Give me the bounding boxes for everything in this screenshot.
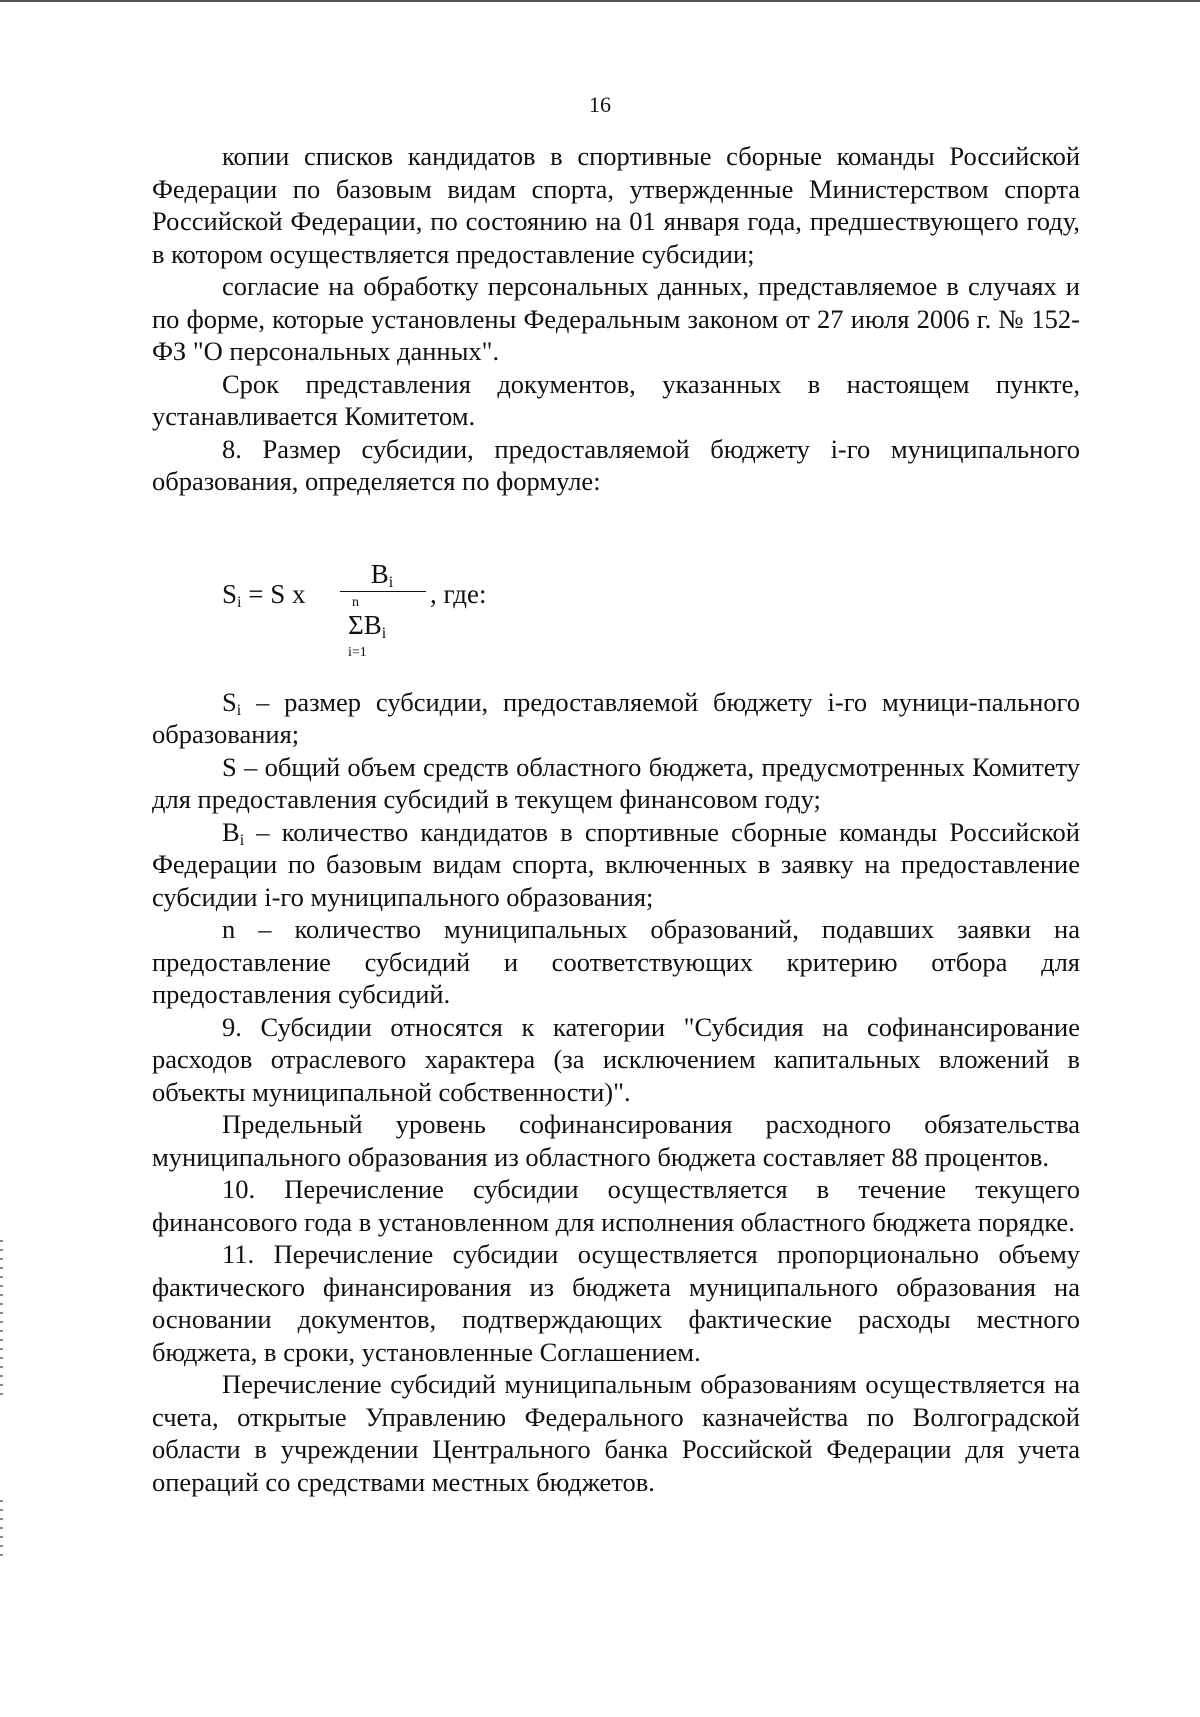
paragraph-cofinancing-level: Предельный уровень софинансирования расходного обязательства муниципального образования из областного бюджета составляет 88 процентов. <box>152 1109 1080 1172</box>
paragraph-item-8: 8. Размер субсидии, предоставляемой бюджету i-го муниципального образования, определяется по формуле: <box>152 433 1080 496</box>
formula-numerator: $B_i$ <box>370 558 394 591</box>
subsidy-formula <box>152 526 1080 666</box>
definition-n: n – количество муниципальных образований, подавших заявки на предоставление субсидий и соответствующих критерию отбора для предоставления субсидий. <box>152 914 1080 1009</box>
paragraph-candidate-lists: копии списков кандидатов в спортивные сборные команды Российской Федерации по базовым видам спорта, утвержденные Министерством спорта Российской Федерации, по состоянию на 01 января года, предшествующего году, в котором осуществляется предоставление субсидии; <box>152 141 1080 269</box>
definition-si: $S_i$ – размер субсидии, предоставляемой бюджету i-го муници-пального образования; <box>152 686 1080 749</box>
scan-margin-marks <box>0 1240 3 1400</box>
formula-sum-lower-limit: i=1 <box>348 644 367 660</box>
scan-margin-marks-lower <box>0 1500 3 1560</box>
paragraph-item-10: 10. Перечисление субсидии осуществляется в течение текущего финансового года в установленном для исполнения областного бюджета порядке. <box>152 1174 1080 1237</box>
formula-fraction-bar <box>340 591 426 593</box>
page-number: 16 <box>589 92 611 117</box>
paragraph-item-11: 11. Перечисление субсидии осуществляется пропорционально объему фактического финансирования из бюджета муниципального образования на основании документов, подтверждающих фактические расходы местного бюджета, в сроки, установленные Соглашением. <box>152 1239 1080 1367</box>
formula-lhs: $S_i = S$ x <box>222 578 306 611</box>
definition-s: S – общий объем средств областного бюджета, предусмотренных Комитету для предоставления субсидий в текущем финансовом году; <box>152 751 1080 814</box>
formula-sum-upper-limit: n <box>352 594 359 610</box>
paragraph-personal-data-consent: согласие на обработку персональных данных, представляемое в случаях и по форме, которые установлены Федеральным законом от 27 июля 2006 г. № 152-ФЗ "О персональных данных". <box>152 271 1080 366</box>
document-body <box>152 140 1080 1498</box>
top-border-line <box>0 0 1200 2</box>
formula-denominator: $\Sigma B_i$ <box>348 609 387 642</box>
paragraph-item-9: 9. Субсидии относятся к категории "Субсидия на софинансирование расходов отраслевого характера (за исключением капитальных вложений в объекты муниципальной собственности)". <box>152 1011 1080 1107</box>
paragraph-transfer-accounts: Перечисление субсидий муниципальным образованиям осуществляется на счета, открытые Управлению Федерального казначейства по Волгоградской области в учреждении Центрального банка Российской Федерации для учета операций со средствами местных бюджетов. <box>152 1369 1080 1497</box>
formula-tail: , где: <box>430 578 487 609</box>
definition-bi: $B_i$ – количество кандидатов в спортивные сборные команды Российской Федерации по базовым видам спорта, включенных в заявку на предоставление субсидии i-го муниципального образования; <box>152 816 1080 912</box>
paragraph-submission-deadline: Срок представления документов, указанных в настоящем пункте, устанавливается Комитетом. <box>152 368 1080 431</box>
